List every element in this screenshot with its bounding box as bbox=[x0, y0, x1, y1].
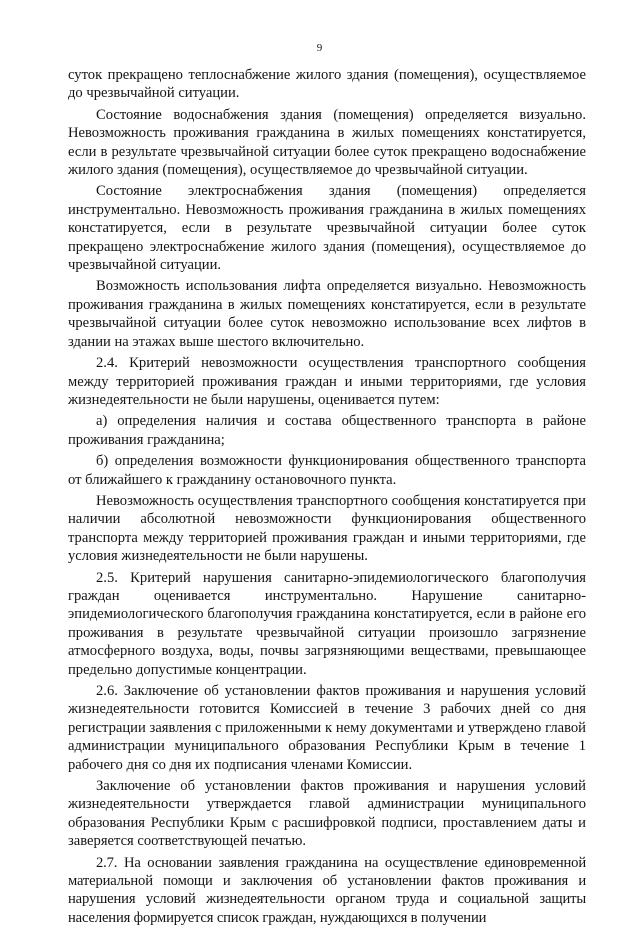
paragraph-2-6-conclusion-preparation: 2.6. Заключение об установлении фактов проживания и нарушения условий жизнедеятельности готовится Комиссией в течение 3 рабочих дней со дня регистрации заявления с приложенными к нему документами и утверждено главой администрации муниципального образования Республики Крым в течение 1 рабочего дня со дня их подписания членами Комиссии. bbox=[68, 683, 586, 773]
paragraph-power-supply: Состояние электроснабжения здания (помещения) определяется инструментально. Невозможность проживания гражданина в жилых помещениях констатируется, если в результате чрезвычайной ситуации более суток прекращено электроснабжение жилого здания (помещения), осуществляемое до чрезвычайной ситуации. bbox=[68, 183, 586, 274]
paragraph-transport-impossibility: Невозможность осуществления транспортного сообщения констатируется при наличии абсолютной невозможности функционирования общественного транспорта между территорией проживания граждан и иными территориями, где условия жизнедеятельности не были нарушены. bbox=[68, 492, 586, 565]
document-body bbox=[68, 66, 586, 930]
paragraph-2-4-item-a: а) определения наличия и состава общественного транспорта в районе проживания гражданина; bbox=[68, 413, 586, 448]
paragraph-2-5-sanitary-criterion: 2.5. Критерий нарушения санитарно-эпидемиологического благополучия граждан оценивается инструментально. Нарушение санитарно-эпидемиологического благополучия гражданина констатируется, если в районе его проживания в результате чрезвычайной ситуации произошло загрязнение атмосферного воздуха, воды, почвы загрязняющими веществами, превышающее предельно допустимые концентрации. bbox=[68, 569, 586, 678]
paragraph-conclusion-approval: Заключение об установлении фактов проживания и нарушения условий жизнедеятельности утверждается главой администрации муниципального образования Республики Крым с расшифровкой подписи, проставлением даты и заверяется соответствующей печатью. bbox=[68, 778, 586, 850]
paragraph-2-4-item-b: б) определения возможности функционирования общественного транспорта от ближайшего к гражданину остановочного пункта. bbox=[68, 453, 586, 488]
paragraph-elevator: Возможность использования лифта определяется визуально. Невозможность проживания гражданина в жилых помещениях констатируется, если в результате чрезвычайной ситуации более суток невозможно использование всех лифтов в здании на этажах выше шестого включительно. bbox=[68, 278, 586, 350]
paragraph-heat-supply-end: суток прекращено теплоснабжение жилого здания (помещения), осуществляемое до чрезвычайной ситуации. bbox=[68, 67, 586, 102]
page-number: 9 bbox=[316, 42, 323, 54]
paragraph-water-supply: Состояние водоснабжения здания (помещения) определяется визуально. Невозможность проживания гражданина в жилых помещениях констатируется, если в результате чрезвычайной ситуации более суток прекращено водоснабжение жилого здания (помещения), осуществляемое до чрезвычайной ситуации. bbox=[68, 106, 586, 179]
paragraph-2-7-list-formation: 2.7. На основании заявления гражданина на осуществление единовременной материальной помощи и заключения об установлении фактов проживания и нарушения условий жизнедеятельности органом труда и социальной защиты населения формируется список граждан, нуждающихся в получении bbox=[68, 854, 586, 926]
paragraph-2-4-transport-criterion: 2.4. Критерий невозможности осуществления транспортного сообщения между территорией проживания граждан и иными территориями, где условия жизнедеятельности не были нарушены, оценивается путем: bbox=[68, 355, 586, 408]
